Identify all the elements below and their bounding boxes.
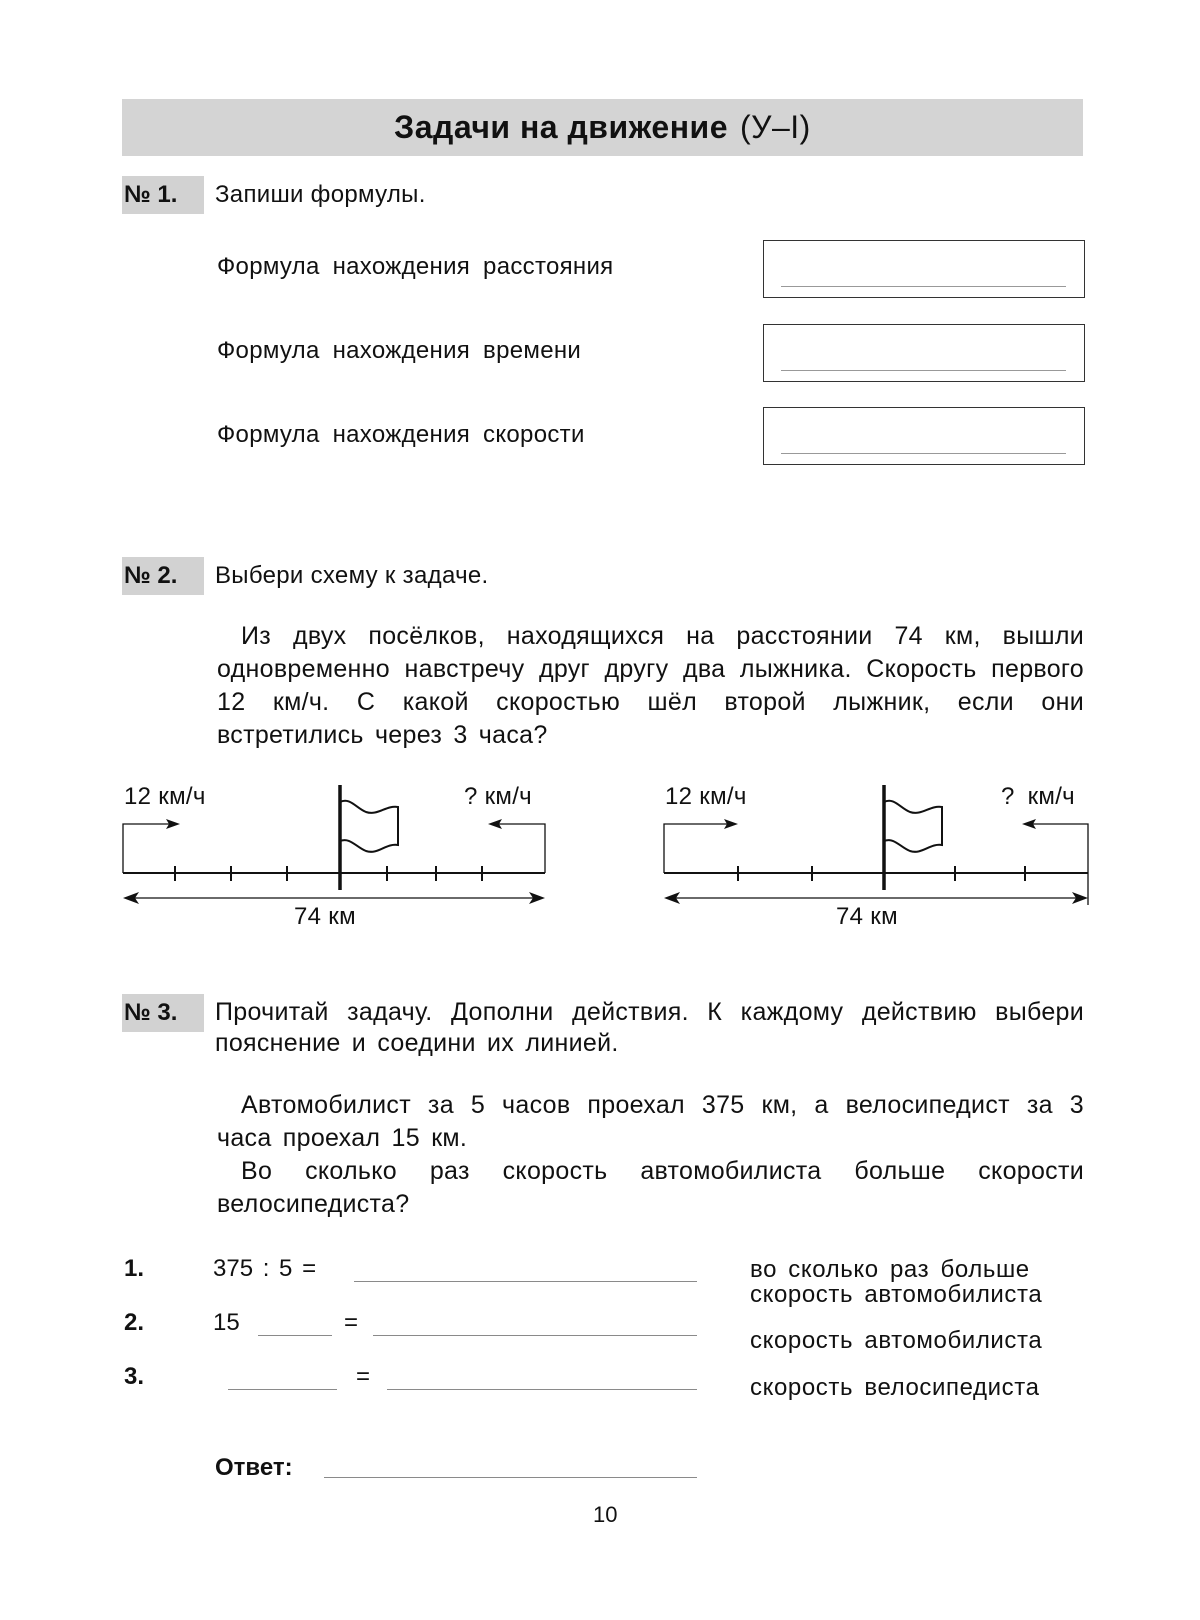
answer-blank[interactable] xyxy=(324,1477,697,1478)
step-number: 3. xyxy=(124,1363,145,1390)
equals-sign: = xyxy=(344,1309,359,1336)
right-speed-label: ? км/ч xyxy=(464,783,532,810)
step-answer-blank[interactable] xyxy=(373,1335,697,1336)
formula-input-time[interactable] xyxy=(763,324,1085,382)
task-title: Выбери схему к задаче. xyxy=(215,562,489,589)
answer-label: Ответ: xyxy=(215,1454,293,1481)
step-number: 2. xyxy=(124,1309,145,1336)
right-speed-label: ? км/ч xyxy=(1001,783,1075,810)
task-number-badge: № 3. xyxy=(122,994,204,1032)
left-speed-label: 12 км/ч xyxy=(665,783,747,810)
answer-line xyxy=(781,453,1066,454)
distance-label: 74 км xyxy=(294,903,356,930)
explanation-3[interactable] xyxy=(750,1375,1040,1400)
step-answer-blank[interactable] xyxy=(387,1389,697,1390)
explanation-line: во сколько раз больше xyxy=(750,1256,1030,1283)
task-number-badge: № 1. xyxy=(122,176,204,214)
scheme-option-2[interactable] xyxy=(663,775,1093,935)
explanation-1[interactable] xyxy=(750,1257,1042,1307)
explanation-2[interactable] xyxy=(750,1328,1042,1353)
task-title: Прочитай задачу. Дополни действия. К каждому действию выбери пояснение и соедини их линией. xyxy=(215,998,1084,1057)
problem-text: Из двух посёлков, находящихся на расстоянии 74 км, вышли одновременно навстречу друг другу два лыжника. Скорость первого 12 км/ч. С какой скоростью шёл второй лыжник, если они встретились через 3 часа? xyxy=(217,622,1084,749)
task-number-badge: № 2. xyxy=(122,557,204,595)
variant-label: (У–I) xyxy=(740,109,811,145)
step-expression: 15 xyxy=(213,1309,240,1336)
step-answer-blank[interactable] xyxy=(354,1281,697,1282)
formula-label-distance: Формула нахождения расстояния xyxy=(217,253,614,280)
explanation-line: скорость велосипедиста xyxy=(750,1374,1040,1401)
formula-input-speed[interactable] xyxy=(763,407,1085,465)
problem-question: Во сколько раз скорость автомобилиста больше скорости велосипедиста? xyxy=(217,1157,1084,1218)
problem-text: Автомобилист за 5 часов проехал 375 км, а велосипедист за 3 часа проехал 15 км. xyxy=(217,1091,1084,1152)
answer-line xyxy=(781,286,1066,287)
equals-sign: = xyxy=(356,1363,371,1390)
answer-line xyxy=(781,370,1066,371)
scheme-diagram xyxy=(663,775,1093,910)
step-operation-blank[interactable] xyxy=(258,1335,332,1336)
explanation-line: скорость автомобилиста xyxy=(750,1281,1043,1308)
task-title: Запиши формулы. xyxy=(215,181,426,208)
scheme-option-1[interactable] xyxy=(122,775,552,935)
page-title: Задачи на движение xyxy=(394,109,728,145)
formula-label-time: Формула нахождения времени xyxy=(217,337,582,364)
formula-input-distance[interactable] xyxy=(763,240,1085,298)
page-title-bar xyxy=(122,99,1083,156)
step-number: 1. xyxy=(124,1255,145,1282)
left-speed-label: 12 км/ч xyxy=(124,783,206,810)
step-expression: 375 : 5 = xyxy=(213,1255,317,1282)
explanation-line: скорость автомобилиста xyxy=(750,1327,1043,1354)
formula-label-speed: Формула нахождения скорости xyxy=(217,421,585,448)
page-number: 10 xyxy=(593,1502,618,1527)
step-expression-blank[interactable] xyxy=(228,1389,337,1390)
distance-label: 74 км xyxy=(836,903,898,930)
scheme-diagram xyxy=(122,775,552,910)
